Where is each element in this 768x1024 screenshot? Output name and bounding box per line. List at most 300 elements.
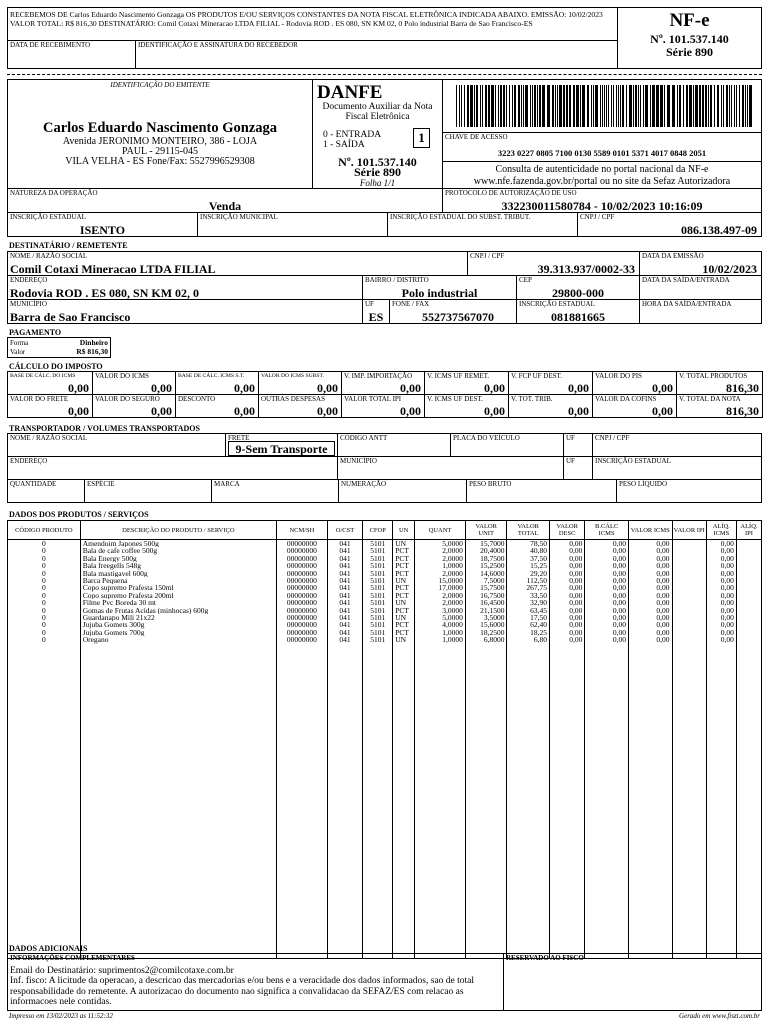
barcode-bar <box>557 85 558 127</box>
products-column-header: VALOR TOTAL <box>507 521 550 540</box>
table-cell: 40,80 <box>507 547 550 554</box>
table-cell: 0,00 <box>585 540 629 548</box>
tax-cell-label: BASE DE CÁLC. DO ICMS <box>10 373 76 379</box>
barcode-bar <box>521 85 522 127</box>
tr-address-box <box>7 456 338 480</box>
table-cell: 0,00 <box>550 540 585 548</box>
tax-cell-label: V. ICMS UF DEST. <box>427 395 483 403</box>
table-cell: 0,00 <box>550 607 585 614</box>
rec-city-value: Barra de Sao Francisco <box>10 310 131 324</box>
table-row <box>8 607 762 614</box>
table-cell: 041 <box>327 562 362 569</box>
table-cell: 0,00 <box>628 540 672 548</box>
table-cell <box>736 629 761 636</box>
table-cell: 7,5000 <box>465 577 507 584</box>
table-cell: 16,7500 <box>465 592 507 599</box>
table-cell: 0,00 <box>550 629 585 636</box>
tr-brand-label: MARCA <box>214 480 240 488</box>
table-cell <box>672 621 706 628</box>
barcode-bar <box>559 85 562 127</box>
barcode-bar <box>595 85 598 127</box>
barcode-bar <box>518 85 520 127</box>
table-cell: 0,00 <box>550 614 585 621</box>
barcode-bar <box>652 85 655 127</box>
table-cell: 0 <box>8 570 81 577</box>
table-row <box>8 636 762 643</box>
table-cell: 0,00 <box>550 555 585 562</box>
table-cell: 00000000 <box>276 614 327 621</box>
tax-cell-value: 0,00 <box>151 404 172 418</box>
table-row <box>8 555 762 562</box>
barcode-bar <box>537 85 538 127</box>
table-cell <box>736 636 761 643</box>
barcode-image <box>456 85 756 127</box>
barcode-bar <box>714 85 715 127</box>
table-cell: 0,00 <box>706 547 736 554</box>
nfe-title: NF-e <box>669 10 710 31</box>
table-cell: 0 <box>8 562 81 569</box>
table-cell: UN <box>393 540 415 548</box>
rec-phone-value: 552737567070 <box>422 310 494 324</box>
tax-cell-label: VALOR DO SEGURO <box>95 395 160 403</box>
rec-ie-box <box>516 299 640 324</box>
table-cell: 0,00 <box>550 547 585 554</box>
table-cell: 6,8000 <box>465 636 507 643</box>
table-cell <box>736 570 761 577</box>
table-cell: PCT <box>393 562 415 569</box>
table-cell: 0,00 <box>706 599 736 606</box>
tax-cell <box>508 371 593 395</box>
payment-value-label: Valor <box>10 348 26 356</box>
table-cell: Bala freegells 548g <box>80 562 276 569</box>
table-cell: 2,0000 <box>415 599 466 606</box>
rec-exit-date-label: DATA DA SAÍDA/ENTRADA <box>642 276 730 284</box>
receipt-stub <box>7 7 618 41</box>
barcode-bar <box>566 85 568 127</box>
products-column-header: VALOR UNIT <box>465 521 507 540</box>
barcode-bar <box>464 85 465 127</box>
barcode-bar <box>618 85 619 127</box>
barcode-bar <box>530 85 531 127</box>
barcode-bar <box>608 85 609 127</box>
rec-address-value: Rodovia ROD . ES 080, SN KM 02, 0 <box>10 286 200 300</box>
table-cell: 2,0000 <box>415 592 466 599</box>
barcode-bar <box>705 85 707 127</box>
table-cell: 0,00 <box>706 540 736 548</box>
table-cell: 15,6000 <box>465 621 507 628</box>
table-filler-cell <box>393 644 415 959</box>
danfe-title: DANFE <box>317 82 383 103</box>
barcode-bar <box>604 85 605 127</box>
table-cell: 5101 <box>363 547 393 554</box>
barcode-bar <box>645 85 648 127</box>
table-cell: 0,00 <box>628 584 672 591</box>
rec-district-label: BAIRRO / DISTRITO <box>365 276 429 284</box>
table-cell: 5101 <box>363 562 393 569</box>
barcode-bar <box>635 85 637 127</box>
tr-freight-value-box <box>228 441 335 456</box>
barcode-bar <box>739 85 740 127</box>
tr-numbering-label: NUMERAÇÃO <box>341 480 387 488</box>
table-row <box>8 584 762 591</box>
tax-cell-label: V. ICMS UF REMET. <box>427 372 490 380</box>
table-cell: Bala mastigavel 600g <box>80 570 276 577</box>
table-cell: 2,0000 <box>415 555 466 562</box>
tr-antt-label: CÓDIGO ANTT <box>340 434 388 442</box>
table-cell <box>736 621 761 628</box>
rec-address-box <box>7 275 363 300</box>
tr-net-label: PESO LÍQUIDO <box>619 480 668 488</box>
tax-cell-label: VALOR DO FRETE <box>10 395 69 403</box>
barcode-bar <box>633 85 634 127</box>
table-cell: 5101 <box>363 540 393 548</box>
table-cell: 3,0000 <box>415 607 466 614</box>
cnpj-box <box>577 212 762 237</box>
table-cell: 0,00 <box>585 599 629 606</box>
barcode-bar <box>747 85 748 127</box>
table-cell: 1,0000 <box>415 629 466 636</box>
table-cell <box>736 555 761 562</box>
table-cell: PCT <box>393 629 415 636</box>
table-cell: 041 <box>327 636 362 643</box>
table-cell: 0,00 <box>628 636 672 643</box>
iest-box <box>387 212 578 237</box>
additional-info-box <box>7 953 504 1011</box>
barcode-bar <box>591 85 592 127</box>
table-cell: UN <box>393 614 415 621</box>
tax-cell-label: V. FCP UF DEST. <box>511 372 563 380</box>
table-cell: 5,0000 <box>415 614 466 621</box>
table-cell: 00000000 <box>276 592 327 599</box>
tax-cell-value: 0,00 <box>400 404 421 418</box>
rec-emission-box <box>639 251 762 276</box>
tax-cell-label: BASE DE CÁLC. ICMS S.T. <box>178 373 245 379</box>
table-cell: 37,50 <box>507 555 550 562</box>
tax-cell-value: 0,00 <box>68 381 89 395</box>
barcode-bar <box>532 85 533 127</box>
table-cell <box>672 592 706 599</box>
rec-cep-box <box>516 275 640 300</box>
table-filler-cell <box>327 644 362 959</box>
additional-section-title: DADOS ADICIONAIS <box>9 944 88 953</box>
table-cell: 0,00 <box>706 555 736 562</box>
table-cell: 21,1500 <box>465 607 507 614</box>
receipt-date-box <box>7 40 136 69</box>
table-filler-cell <box>736 644 761 959</box>
table-cell: Amendoim Japones 500g <box>80 540 276 548</box>
tax-cell <box>7 394 93 418</box>
table-cell: 15,0000 <box>415 577 466 584</box>
tr-uf-box <box>563 433 593 457</box>
tax-cell <box>424 371 509 395</box>
products-column-header: ALÍQ. IPI <box>736 521 761 540</box>
table-cell: 0,00 <box>550 577 585 584</box>
table-cell: 5101 <box>363 577 393 584</box>
tax-cell-label: V. TOT. TRIB. <box>511 395 553 403</box>
barcode-bar <box>580 85 581 127</box>
table-cell: 0,00 <box>585 636 629 643</box>
table-cell: UN <box>393 636 415 643</box>
transport-section-title: TRANSPORTADOR / VOLUMES TRANSPORTADOS <box>9 424 200 433</box>
tr-cnpj-box <box>592 433 762 457</box>
barcode-bar <box>640 85 641 127</box>
tr-city-box <box>337 456 564 480</box>
table-cell: 0,00 <box>706 592 736 599</box>
barcode-bar <box>606 85 607 127</box>
barcode-bar <box>699 85 701 127</box>
tr-plate-box <box>450 433 564 457</box>
table-row <box>8 540 762 548</box>
tax-cell-label: V. IMP. IMPORTAÇÃO <box>344 372 413 380</box>
barcode-bar <box>629 85 632 127</box>
rec-ie-value: 081881665 <box>551 310 605 324</box>
tax-cell <box>258 371 342 395</box>
emitter-name: Carlos Eduardo Nascimento Gonzaga <box>42 120 278 136</box>
table-row <box>8 629 762 636</box>
tr-qty-label: QUANTIDADE <box>10 480 57 488</box>
table-cell: 5101 <box>363 599 393 606</box>
footer-generated: Gerado em www.fiszt.com.br <box>679 1012 760 1020</box>
table-cell: Bala Energy 500g <box>80 555 276 562</box>
table-cell: PCT <box>393 621 415 628</box>
table-cell <box>736 547 761 554</box>
barcode-bar <box>552 85 554 127</box>
products-column-header: NCM/SH <box>276 521 327 540</box>
barcode-bar <box>459 85 460 127</box>
barcode-bar <box>506 85 507 127</box>
tr-ie-box <box>592 456 762 480</box>
tr-species-label: ESPÉCIE <box>87 480 115 488</box>
table-cell: 16,4500 <box>465 599 507 606</box>
barcode-bar <box>672 85 675 127</box>
tax-cell-label: DESCONTO <box>178 395 216 403</box>
barcode-box <box>442 79 762 133</box>
barcode-bar <box>650 85 651 127</box>
barcode-bar <box>498 85 499 127</box>
tax-cell-label: VALOR DA COFINS <box>595 395 657 403</box>
rec-phone-label: FONE / FAX <box>392 300 430 308</box>
barcode-bar <box>702 85 704 127</box>
table-cell: 041 <box>327 570 362 577</box>
table-cell: 00000000 <box>276 547 327 554</box>
table-cell: 4,0000 <box>415 621 466 628</box>
im-label: INSCRIÇÃO MUNICIPAL <box>200 213 278 221</box>
tax-cell-label: VALOR TOTAL IPI <box>344 395 402 403</box>
access-key-box <box>442 132 762 162</box>
nature-box <box>7 188 443 213</box>
table-cell: 5101 <box>363 614 393 621</box>
rec-name-box <box>7 251 468 276</box>
barcode-bar <box>734 85 735 127</box>
table-cell <box>736 614 761 621</box>
consult-line2: www.nfe.fazenda.gov.br/portal ou no site da Sefaz Autorizadora <box>473 176 731 187</box>
table-row <box>8 562 762 569</box>
tax-cell-value: 0,00 <box>400 381 421 395</box>
table-cell: 0,00 <box>628 562 672 569</box>
table-cell: 15,7000 <box>465 540 507 548</box>
barcode-bar <box>749 85 752 127</box>
barcode-bar <box>514 85 516 127</box>
tax-cell-value: 0,00 <box>484 404 505 418</box>
table-cell: 0,00 <box>550 562 585 569</box>
table-cell: 0 <box>8 636 81 643</box>
table-cell: 0 <box>8 592 81 599</box>
table-cell: Jujuba Gomets 700g <box>80 629 276 636</box>
rec-cnpj-label: CNPJ / CPF <box>470 252 505 260</box>
table-filler-cell <box>415 644 466 959</box>
tax-section-title: CÁLCULO DO IMPOSTO <box>9 362 103 371</box>
receipt-sign-label: IDENTIFICAÇÃO E ASSINATURA DO RECEBEDOR <box>138 41 298 49</box>
barcode-bar <box>600 85 601 127</box>
table-cell: 33,50 <box>507 592 550 599</box>
barcode-bar <box>693 85 694 127</box>
table-cell <box>736 592 761 599</box>
barcode-bar <box>602 85 603 127</box>
tr-city-label: MUNICÍPIO <box>340 457 377 465</box>
barcode-bar <box>745 85 746 127</box>
table-filler-cell <box>672 644 706 959</box>
tax-cell <box>258 394 342 418</box>
ie-value: ISENTO <box>79 223 126 237</box>
payment-value: R$ 816,30 <box>76 347 108 356</box>
table-cell: 112,50 <box>507 577 550 584</box>
products-section-title: DADOS DOS PRODUTOS / SERVIÇOS <box>9 510 149 519</box>
tr-freight-box <box>225 433 338 457</box>
protocol-box <box>442 188 762 213</box>
barcode-bar <box>616 85 617 127</box>
tax-cell <box>592 371 677 395</box>
tax-cell <box>508 394 593 418</box>
barcode-bar <box>555 85 556 127</box>
table-cell: 041 <box>327 555 362 562</box>
tr-freight-label: FRETE <box>228 434 250 442</box>
table-cell: 0,00 <box>706 570 736 577</box>
table-cell: 5101 <box>363 607 393 614</box>
tr-plate-label: PLACA DO VEÍCULO <box>453 434 520 442</box>
table-cell: Jujuba Gomets 300g <box>80 621 276 628</box>
tax-cell-value: 0,00 <box>568 381 589 395</box>
barcode-bar <box>626 85 627 127</box>
reserved-label: RESERVADO AO FISCO <box>506 954 584 962</box>
table-cell: 2,0000 <box>415 547 466 554</box>
table-row <box>8 577 762 584</box>
barcode-bar <box>611 85 612 127</box>
barcode-bar <box>643 85 644 127</box>
table-cell: 041 <box>327 599 362 606</box>
table-cell: 18,25 <box>507 629 550 636</box>
products-column-header: VALOR DESC <box>550 521 585 540</box>
table-cell: 00000000 <box>276 540 327 548</box>
table-cell: 0,00 <box>628 614 672 621</box>
table-cell: 5101 <box>363 570 393 577</box>
emitter-box <box>7 79 313 189</box>
table-cell: 267,75 <box>507 584 550 591</box>
table-cell: 00000000 <box>276 562 327 569</box>
rec-emission-value: 10/02/2023 <box>702 262 757 276</box>
ie-label: INSCRIÇÃO ESTADUAL <box>10 213 86 221</box>
table-cell <box>736 607 761 614</box>
table-cell: 29,20 <box>507 570 550 577</box>
barcode-bar <box>656 85 659 127</box>
danfe-series: Série 890 <box>354 165 401 179</box>
tax-cell-value: 0,00 <box>652 404 673 418</box>
barcode-bar <box>480 85 481 127</box>
table-cell: 0 <box>8 607 81 614</box>
ie-box <box>7 212 198 237</box>
table-row <box>8 592 762 599</box>
rec-city-box <box>7 299 363 324</box>
barcode-bar <box>667 85 670 127</box>
danfe-box <box>312 79 443 189</box>
products-table <box>7 520 762 959</box>
table-cell: 62,40 <box>507 621 550 628</box>
tr-net-box <box>616 479 762 503</box>
table-cell: 0 <box>8 555 81 562</box>
barcode-bar <box>547 85 550 127</box>
table-cell: 0,00 <box>706 577 736 584</box>
tr-numbering-box <box>338 479 467 503</box>
table-cell: 0,00 <box>550 636 585 643</box>
products-column-header: QUANT <box>415 521 466 540</box>
table-filler-cell <box>585 644 629 959</box>
table-cell: 0,00 <box>628 570 672 577</box>
tax-cell-label: OUTRAS DESPESAS <box>261 395 325 403</box>
rec-phone-box <box>389 299 517 324</box>
tax-cell <box>175 394 259 418</box>
table-cell: 0,00 <box>585 629 629 636</box>
table-filler-row <box>8 644 762 959</box>
table-filler-cell <box>628 644 672 959</box>
footer-printed: Impresso em 13/02/2023 as 11:52:32 <box>9 1012 113 1020</box>
table-cell: 15,7500 <box>465 584 507 591</box>
tax-cell-label: VALOR DO PIS <box>595 372 642 380</box>
table-cell <box>672 540 706 548</box>
table-cell: 0,00 <box>628 577 672 584</box>
tax-cell-value: 0,00 <box>652 381 673 395</box>
tax-cell-value: 0,00 <box>234 404 255 418</box>
table-cell <box>672 570 706 577</box>
barcode-bar <box>474 85 475 127</box>
barcode-bar <box>495 85 496 127</box>
barcode-bar <box>708 85 709 127</box>
tr-cnpj-label: CNPJ / CPF <box>595 434 630 442</box>
barcode-bar <box>723 85 724 127</box>
table-cell: 5101 <box>363 584 393 591</box>
table-cell: 0 <box>8 599 81 606</box>
danfe-folha: Folha 1/1 <box>359 178 396 188</box>
table-cell: PCT <box>393 607 415 614</box>
table-cell: 15,2500 <box>465 562 507 569</box>
table-cell: Guardanapo Mili 21x22 <box>80 614 276 621</box>
rec-district-box <box>362 275 517 300</box>
table-cell: 5101 <box>363 636 393 643</box>
table-cell: 0,00 <box>706 629 736 636</box>
protocol-value: 332230011580784 - 10/02/2023 10:16:09 <box>501 199 703 213</box>
table-cell: 2,0000 <box>415 570 466 577</box>
tax-cell <box>676 371 763 395</box>
tr-gross-label: PESO BRUTO <box>469 480 512 488</box>
barcode-bar <box>717 85 719 127</box>
receipt-text: RECEBEMOS DE Carlos Eduardo Nascimento Gonzaga OS PRODUTOS E/OU SERVIÇOS CONSTANTES DA NOTA FISCAL ELETRÔNICA INDICADA ABAIXO. EMISSÃO: 10/02/2023 VALOR TOTAL: R$ 816,30 DESTINATÁRIO: Comil Cotaxi Mineracao LTDA FILIAL - Rodovia ROD . ES 080, SN KM 02, 0 Polo industrial Barra de Sao Francisco-ES <box>10 10 603 28</box>
payment-box <box>7 337 111 358</box>
rec-cnpj-box <box>467 251 640 276</box>
tax-cell-value: 816,30 <box>726 404 759 418</box>
rec-name-value: Comil Cotaxi Mineracao LTDA FILIAL <box>10 262 216 276</box>
table-cell: 00000000 <box>276 555 327 562</box>
table-row <box>8 599 762 606</box>
barcode-bar <box>593 85 594 127</box>
tax-cell-value: 0,00 <box>151 381 172 395</box>
